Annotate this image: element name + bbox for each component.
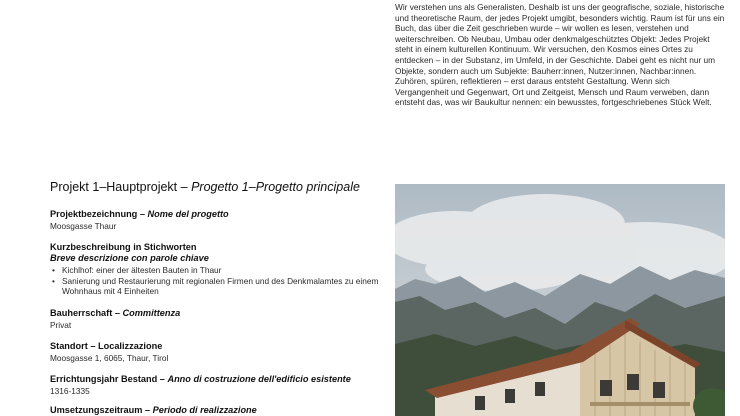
section-location xyxy=(50,341,385,364)
heading-it: Anno di costruzione dell'edificio esistente xyxy=(167,374,351,384)
summary-bullets xyxy=(50,265,385,297)
section-summary xyxy=(50,242,385,297)
heading-de: Errichtungsjahr Bestand – xyxy=(50,374,168,384)
list-item: • Sanierung und Restaurierung mit regionalen Firmen und des Denkmalamtes zu einem Wohnhaus mit 4 Einheiten xyxy=(50,276,385,297)
project-title-it: Progetto 1–Progetto principale xyxy=(191,180,360,194)
list-item: • Kichlhof: einer der ältesten Bauten in Thaur xyxy=(50,265,385,276)
section-period xyxy=(50,405,385,416)
section-heading: Kurzbeschreibung in Stichworten xyxy=(50,242,197,252)
section-heading-it: Breve descrizione con parole chiave xyxy=(50,253,209,263)
section-client xyxy=(50,308,385,331)
year-value: 1316-1335 xyxy=(50,386,90,396)
project-name-value: Moosgasse Thaur xyxy=(50,221,117,231)
heading-de: Projektbezeichnung – xyxy=(50,209,148,219)
section-heading xyxy=(50,308,385,319)
heading-de: Bauherrschaft – xyxy=(50,308,123,318)
project-photo xyxy=(395,184,725,416)
project-title xyxy=(50,180,390,195)
heading-de: Umsetzungszeitraum – xyxy=(50,405,153,415)
project-title-de: Projekt 1–Hauptprojekt – xyxy=(50,180,192,194)
heading-it: Periodo di realizzazione xyxy=(152,405,257,415)
section-year xyxy=(50,374,385,397)
section-heading: Standort – Localizzazione xyxy=(50,341,163,351)
section-project-name xyxy=(50,209,385,232)
heading-it: Committenza xyxy=(122,308,181,318)
section-heading xyxy=(50,374,385,385)
location-value: Moosgasse 1, 6065, Thaur, Tirol xyxy=(50,353,169,363)
house-mountain-photo xyxy=(395,184,725,416)
heading-it: Nome del progetto xyxy=(147,209,229,219)
intro-paragraph: Wir verstehen uns als Generalisten. Deshalb ist uns der geografische, soziale, historische und theoretische Raum, der jedes Projekt umgibt, besonders wichtig. Raum ist für uns ein Buch, das über die Zeit geschrieben wurde – wir wollen es lesen, verstehen und weiterschreiben. Ob Neubau, Umbau oder denkmalgeschütztes Objekt: Jedes Projekt steht in einem kulturellen Kontinuum. Wir versuchen, den Kosmos eines Ortes zu entdecken – in der Substanz, im Umfeld, in der Geschichte. Dabei geht es nicht nur um Objekte, sondern auch um Subjekte: Bauherr:innen, Nutzer:innen, Nachbar:innen. Zuhören, spüren, reflektieren – erst daraus entsteht Gestaltung. Wenn sich Vergangenheit und Gegenwart, Ort und Zeitgeist, Mensch und Raum verweben, dann entsteht das, was wir Baukultur nennen: ein bewusstes, fortgeschriebenes Stück Welt. xyxy=(395,2,725,108)
section-heading xyxy=(50,405,385,416)
section-heading xyxy=(50,209,385,220)
client-value: Privat xyxy=(50,320,72,330)
